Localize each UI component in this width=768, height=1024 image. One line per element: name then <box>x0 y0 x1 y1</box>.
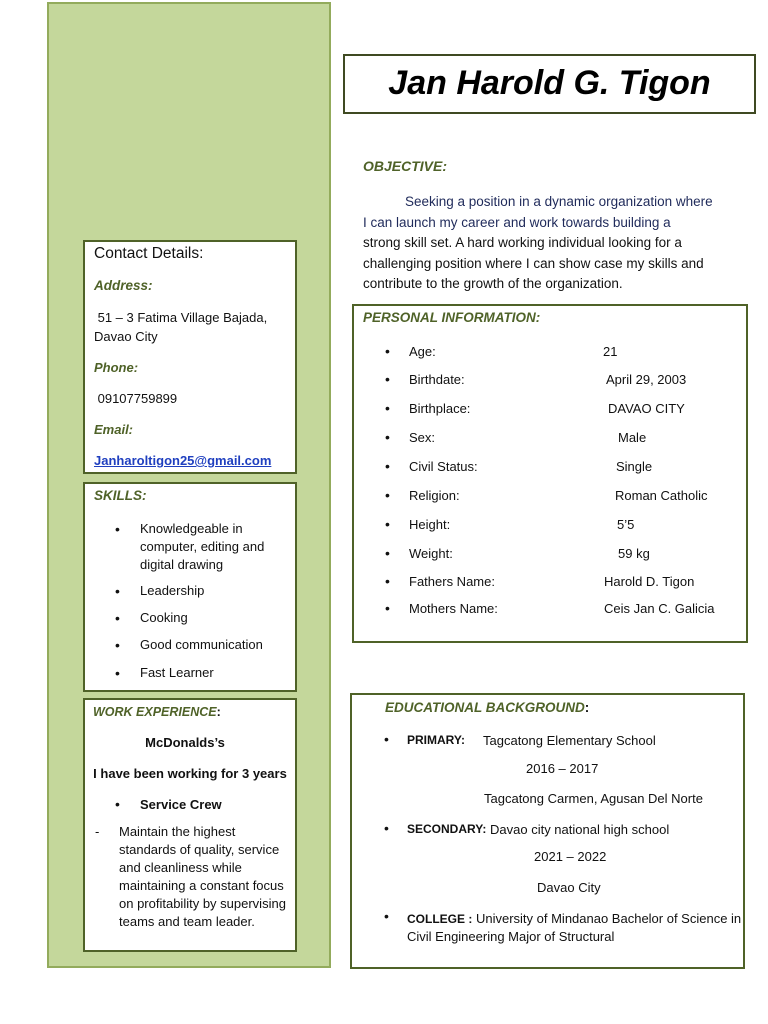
contact-title: Contact Details: <box>94 245 204 262</box>
college-text: COLLEGE : University of Mindanao Bachelor of Science in Civil Engineering Major of Structural <box>407 911 742 944</box>
personal-label: Sex: <box>409 430 436 445</box>
college-bullet: • <box>384 908 389 924</box>
name-header <box>343 54 756 114</box>
address-line-1: 51 – 3 Fatima Village Bajada, <box>94 310 268 325</box>
personal-label: Age: <box>409 344 436 359</box>
personal-value: 5’5 <box>617 517 635 532</box>
personal-label: Weight: <box>409 546 453 561</box>
skills-heading: SKILLS: <box>94 488 147 503</box>
personal-row <box>354 546 744 568</box>
personal-row <box>354 601 744 623</box>
skill-item: • Fast Learner <box>85 664 290 684</box>
personal-row <box>354 517 744 539</box>
resume-name: Jan Harold G. Tigon <box>388 64 711 102</box>
work-duration: I have been working for 3 years <box>93 766 287 781</box>
email-link[interactable]: Janharoltigon25@gmail.com <box>94 453 272 468</box>
personal-value: DAVAO CITY <box>608 401 685 416</box>
work-role: Service Crew <box>140 797 222 812</box>
secondary-years: 2021 – 2022 <box>534 849 607 864</box>
address-label: Address: <box>94 278 153 293</box>
skill-item: • Leadership <box>85 582 290 609</box>
description-dash: - <box>95 824 100 839</box>
personal-value: Single <box>616 459 653 474</box>
personal-row <box>354 488 744 510</box>
personal-label: Mothers Name: <box>409 601 498 616</box>
work-experience-box <box>83 698 297 952</box>
primary-years: 2016 – 2017 <box>526 761 599 776</box>
work-company: McDonalds’s <box>145 735 225 750</box>
personal-label: Birthdate: <box>409 372 465 387</box>
personal-label: Religion: <box>409 488 460 503</box>
phone-label: Phone: <box>94 360 139 375</box>
skills-box <box>83 482 297 692</box>
row-bullet: • <box>385 343 390 359</box>
row-bullet: • <box>385 429 390 445</box>
skill-item: • Good communication <box>85 636 290 664</box>
secondary-bullet: • <box>384 820 389 836</box>
personal-row <box>354 401 744 423</box>
personal-row <box>354 344 744 366</box>
personal-value: Harold D. Tigon <box>604 574 695 589</box>
secondary-label: SECONDARY: <box>407 822 487 836</box>
row-bullet: • <box>385 487 390 503</box>
personal-value: 21 <box>603 344 618 359</box>
skill-item: • Cooking <box>85 609 290 636</box>
personal-row <box>354 459 744 481</box>
row-bullet: • <box>385 516 390 532</box>
skills-list <box>85 520 290 684</box>
personal-label: Civil Status: <box>409 459 478 474</box>
personal-value: 59 kg <box>618 546 650 561</box>
personal-value: Roman Catholic <box>615 488 708 503</box>
education-heading: EDUCATIONAL BACKGROUND: <box>385 700 590 715</box>
contact-details-box <box>83 240 297 474</box>
personal-row <box>354 430 744 452</box>
personal-label: Birthplace: <box>409 401 471 416</box>
skill-item: • Knowledgeable in computer, editing and digital drawing <box>85 520 290 582</box>
personal-heading: PERSONAL INFORMATION: <box>363 310 541 325</box>
row-bullet: • <box>385 600 390 616</box>
row-bullet: • <box>385 371 390 387</box>
primary-location: Tagcatong Carmen, Agusan Del Norte <box>484 791 703 806</box>
role-bullet: • <box>115 796 120 812</box>
email-label: Email: <box>94 422 134 437</box>
personal-row <box>354 372 744 394</box>
address-line-2: Davao City <box>94 329 158 344</box>
row-bullet: • <box>385 458 390 474</box>
personal-value: Ceis Jan C. Galicia <box>604 601 715 616</box>
personal-label: Fathers Name: <box>409 574 495 589</box>
primary-bullet: • <box>384 731 389 747</box>
row-bullet: • <box>385 573 390 589</box>
secondary-location: Davao City <box>537 880 601 895</box>
phone-number: 09107759899 <box>94 391 178 406</box>
row-bullet: • <box>385 400 390 416</box>
objective-heading: OBJECTIVE: <box>363 158 448 174</box>
row-bullet: • <box>385 545 390 561</box>
education-box <box>350 693 745 969</box>
primary-school: Tagcatong Elementary School <box>483 733 656 748</box>
personal-label: Height: <box>409 517 451 532</box>
primary-label: PRIMARY: <box>407 733 465 747</box>
personal-value: Male <box>618 430 647 445</box>
secondary-school: Davao city national high school <box>490 822 670 837</box>
personal-information-box <box>352 304 748 643</box>
objective-text: Seeking a position in a dynamic organization where I can launch my career and work towards building a strong skill set. A hard working individual looking for a challenging position where I can show case my skills and contribute to the growth of the organization. <box>363 194 713 291</box>
work-description: Maintain the highest standards of quality, service and cleanliness while maintaining a constant focus on profitability by supervising teams and team leader. <box>119 824 286 929</box>
personal-row <box>354 574 744 596</box>
work-heading: WORK EXPERIENCE: <box>93 705 221 719</box>
personal-value: April 29, 2003 <box>606 372 687 387</box>
